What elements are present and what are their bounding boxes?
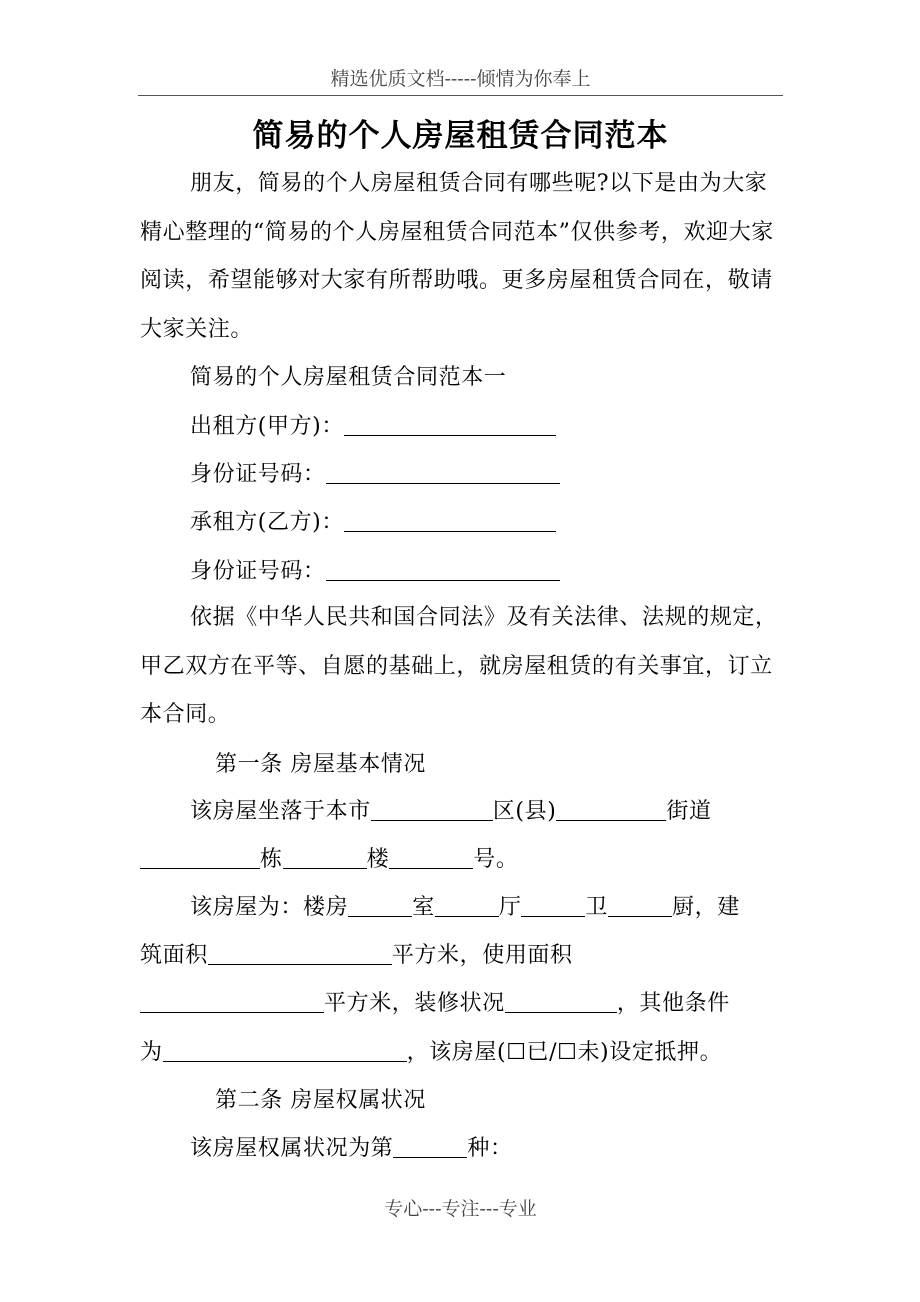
lessor-id-label: 身份证号码： (190, 462, 326, 487)
lessor-field (190, 412, 556, 442)
type-text-e: 厨，建 (672, 895, 740, 920)
location-line-2 (140, 845, 518, 875)
ownership-type-blank[interactable] (393, 1135, 467, 1158)
lessee-id-blank[interactable] (326, 558, 560, 581)
lessor-label: 出租方(甲方)： (190, 414, 344, 439)
location-line-1 (190, 797, 712, 827)
location-text-b: 区(县) (492, 799, 557, 824)
area-text-d: ，其他条件 (616, 991, 730, 1016)
type-text-b: 室 (412, 895, 435, 920)
condition-line (140, 1038, 722, 1068)
district-blank[interactable] (371, 798, 493, 821)
lessor-blank[interactable] (344, 413, 556, 436)
type-text-a: 该房屋为：楼房 (190, 895, 349, 920)
other-condition-blank[interactable] (163, 1039, 407, 1062)
location-text-c: 街道 (666, 799, 712, 824)
contract-subtitle: 简易的个人房屋租赁合同范本一 (190, 365, 507, 390)
lessor-id-field (190, 460, 560, 490)
ownership-text-b: 种： (467, 1136, 513, 1161)
lessor-id-blank[interactable] (326, 461, 560, 484)
house-type-line (190, 893, 740, 923)
intro-paragraph: 朋友，简易的个人房屋租赁合同有哪些呢?以下是由为大家精心整理的“简易的个人房屋租赁合同范本”仅供参考，欢迎大家阅读，希望能够对大家有所帮助哦。更多房屋租赁合同在，敬请大家关注。 (140, 171, 774, 342)
building-area-blank[interactable] (208, 942, 392, 965)
document-title: 简易的个人房屋租赁合同范本 (252, 118, 669, 154)
location-text-a: 该房屋坐落于本市 (190, 799, 371, 824)
page-footer: 专心---专注---专业 (384, 1198, 537, 1220)
lessee-label: 承租方(乙方)： (190, 510, 344, 535)
header-divider (138, 95, 783, 96)
page-header: 精选优质文档-----倾情为你奉上 (330, 68, 591, 90)
hall-blank[interactable] (435, 894, 499, 917)
area-line-2 (140, 989, 730, 1019)
type-text-d: 卫 (585, 895, 609, 920)
number-blank[interactable] (389, 846, 473, 869)
decoration-blank[interactable] (505, 990, 617, 1013)
street-blank[interactable] (556, 798, 666, 821)
area-line-1 (140, 941, 573, 971)
location-text-e: 楼 (366, 847, 390, 872)
lessee-field (190, 508, 556, 538)
lessee-id-field (190, 557, 560, 587)
condition-text-a: 为 (140, 1040, 163, 1065)
bath-blank[interactable] (521, 894, 585, 917)
article2-heading: 第二条 房屋权属状况 (215, 1088, 426, 1113)
type-text-c: 厅 (498, 895, 522, 920)
area-text-a: 筑面积 (140, 943, 208, 968)
usable-area-blank[interactable] (140, 990, 324, 1013)
ownership-line (190, 1134, 513, 1164)
room-blank[interactable] (348, 894, 412, 917)
basis-paragraph: 依据《中华人民共和国合同法》及有关法律、法规的规定，甲乙双方在平等、自愿的基础上，就房屋租赁的有关事宜，订立本合同。 (140, 605, 778, 727)
area-text-c: 平方米，装修状况 (324, 991, 505, 1016)
article1-heading: 第一条 房屋基本情况 (215, 752, 426, 777)
location-text-f: 号。 (473, 847, 519, 872)
area-text-b: 平方米，使用面积 (391, 943, 573, 968)
lessee-id-label: 身份证号码： (190, 559, 326, 584)
condition-text-b: ，该房屋(☐已/☐未)设定抵押。 (406, 1040, 723, 1065)
floor-blank[interactable] (283, 846, 367, 869)
location-text-d: 栋 (260, 847, 283, 872)
kitchen-blank[interactable] (608, 894, 672, 917)
ownership-text-a: 该房屋权属状况为第 (190, 1136, 394, 1161)
lessee-blank[interactable] (344, 509, 556, 532)
building-blank[interactable] (140, 846, 260, 869)
